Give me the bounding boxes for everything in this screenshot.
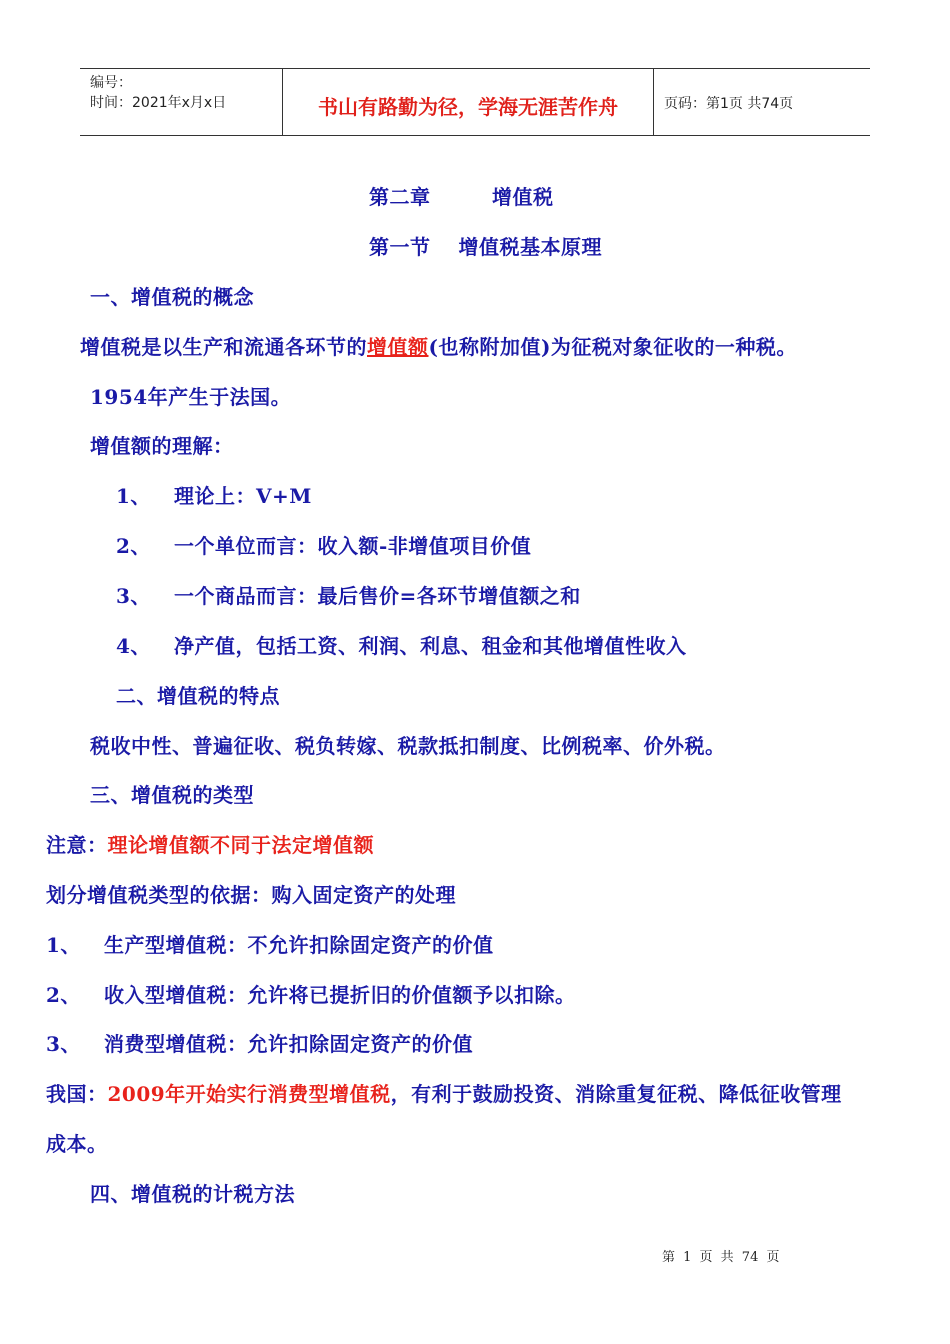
header-meta bbox=[80, 69, 282, 135]
list-item-text: 一个单位而言：收入额-非增值项目价值 bbox=[174, 534, 532, 558]
list-item bbox=[116, 530, 531, 559]
list-item-number: 3、 bbox=[116, 584, 151, 608]
list-item-number: 1、 bbox=[116, 484, 151, 508]
list-item-text: 净产值，包括工资、利润、利息、租金和其他增值性收入 bbox=[174, 634, 687, 658]
section-title: 第一节 增值税基本原理 bbox=[369, 235, 602, 259]
list-item-text: 理论上：V+M bbox=[174, 484, 312, 508]
list-item-text: 消费型增值税：允许扣除固定资产的价值 bbox=[104, 1032, 473, 1056]
china-label: 我国： bbox=[46, 1082, 108, 1106]
note-line bbox=[46, 829, 374, 858]
list-item-number: 2、 bbox=[46, 983, 81, 1007]
list-item-number: 3、 bbox=[46, 1032, 81, 1056]
paragraph-definition bbox=[80, 331, 797, 360]
list-item-number: 4、 bbox=[116, 634, 151, 658]
list-item-number: 2、 bbox=[116, 534, 151, 558]
list-item bbox=[116, 480, 312, 509]
list-item-text: 生产型增值税：不允许扣除固定资产的价值 bbox=[104, 933, 494, 957]
definition-keyword: 增值额 bbox=[367, 335, 429, 359]
list-item bbox=[46, 929, 494, 958]
heading-types: 三、增值税的类型 bbox=[90, 783, 254, 807]
document-header bbox=[80, 68, 870, 136]
list-item-text: 一个商品而言：最后售价=各环节增值额之和 bbox=[174, 584, 581, 608]
chapter-title: 第二章 增值税 bbox=[369, 185, 554, 209]
note-text: 理论增值额不同于法定增值额 bbox=[107, 833, 374, 857]
note-label: 注意： bbox=[46, 833, 108, 857]
list-item bbox=[46, 979, 576, 1008]
heading-concept: 一、增值税的概念 bbox=[90, 285, 254, 309]
paragraph-origin: 1954年产生于法国。 bbox=[90, 385, 292, 409]
paragraph-china bbox=[46, 1078, 842, 1107]
china-post: ，有利于鼓励投资、消除重复征税、降低征收管理 bbox=[390, 1082, 842, 1106]
list-item bbox=[116, 580, 581, 609]
header-motto: 书山有路勤为径，学海无涯苦作舟 bbox=[282, 69, 654, 135]
doc-time-label: 时间：2021年x月x日 bbox=[90, 95, 227, 111]
heading-methods: 四、增值税的计税方法 bbox=[90, 1182, 295, 1206]
list-item bbox=[116, 630, 687, 659]
definition-post: (也称附加值)为征税对象征收的一种税。 bbox=[428, 335, 797, 359]
list-item bbox=[46, 1028, 473, 1057]
china-highlight: 2009年开始实行消费型增值税 bbox=[107, 1082, 391, 1106]
paragraph-understanding: 增值额的理解： bbox=[90, 434, 234, 458]
header-page-info: 页码：第1页 共74页 bbox=[664, 96, 794, 112]
heading-features: 二、增值税的特点 bbox=[116, 684, 280, 708]
page-footer: 第 1 页 共 74 页 bbox=[662, 1250, 780, 1265]
list-item-text: 收入型增值税：允许将已提折旧的价值额予以扣除。 bbox=[104, 983, 576, 1007]
list-item-number: 1、 bbox=[46, 933, 81, 957]
paragraph-features: 税收中性、普遍征收、税负转嫁、税款抵扣制度、比例税率、价外税。 bbox=[90, 734, 726, 758]
paragraph-basis: 划分增值税类型的依据：购入固定资产的处理 bbox=[46, 883, 456, 907]
paragraph-china-continued: 成本。 bbox=[46, 1132, 108, 1156]
definition-pre: 增值税是以生产和流通各环节的 bbox=[80, 335, 367, 359]
doc-number-label: 编号： bbox=[90, 75, 132, 91]
